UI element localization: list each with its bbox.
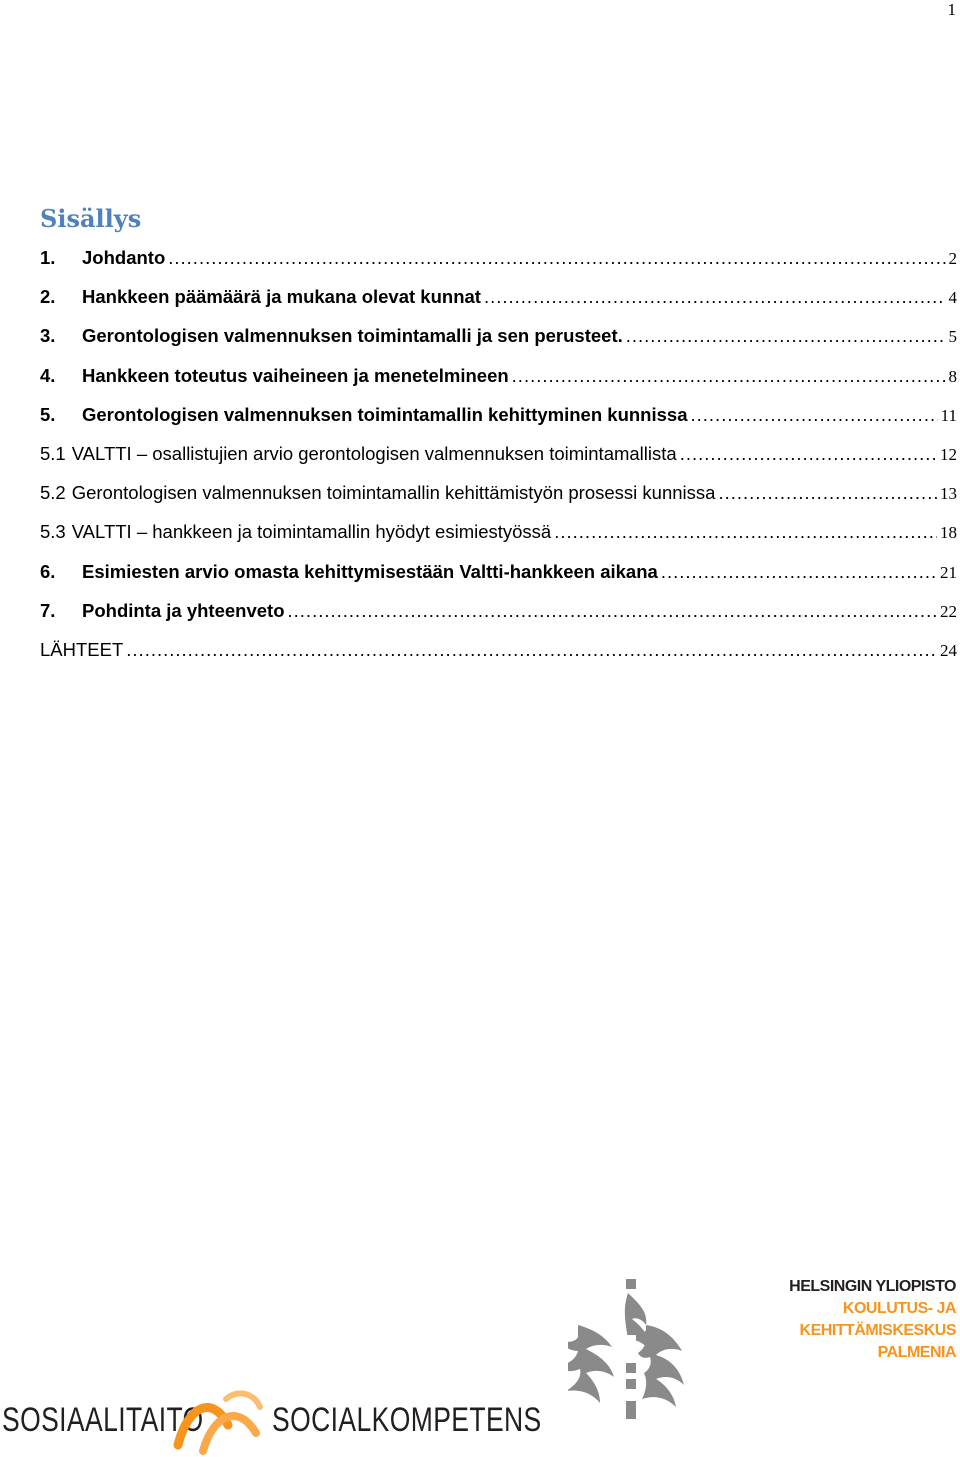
toc-entry-number: 1. <box>40 247 56 268</box>
toc-entry-page: 12 <box>940 444 957 464</box>
toc-dot-leader <box>126 630 937 669</box>
toc-entry-number: 2. <box>40 286 56 308</box>
toc-entry-page: 8 <box>948 366 957 386</box>
toc-dot-leader <box>661 552 937 591</box>
toc-entry[interactable] <box>40 277 957 316</box>
toc-entry-page: 24 <box>940 640 957 660</box>
toc-entry[interactable] <box>40 316 957 355</box>
toc-dot-leader <box>168 238 945 277</box>
toc-entry-number: 5.1 <box>40 442 66 464</box>
sosiaalitaito-text: SOSIAALITAITO <box>2 1401 204 1439</box>
orange-swirl-icon <box>168 1385 268 1457</box>
toc-entry-number: 5.3 <box>40 521 66 543</box>
toc-entry-page: 13 <box>940 484 957 504</box>
toc-entry-title: LÄHTEET <box>40 638 124 660</box>
toc-entry-title: Johdanto <box>82 247 166 268</box>
toc-entry-number: 4. <box>40 364 56 386</box>
toc-entry[interactable] <box>40 591 957 630</box>
toc-entry[interactable] <box>40 356 957 395</box>
toc-entry-title: Esimiesten arvio omasta kehittymisestään Valtti-hankkeen aikana <box>82 560 658 582</box>
toc-entry[interactable] <box>40 434 957 473</box>
toc-dot-leader <box>718 473 937 512</box>
toc-entry-page: 5 <box>948 327 957 347</box>
toc-entry[interactable] <box>40 238 957 277</box>
toc-entry-title: Hankkeen toteutus vaiheineen ja menetelmineen <box>82 364 509 386</box>
table-of-contents <box>40 238 957 669</box>
toc-entry-page: 4 <box>948 288 957 308</box>
toc-entry[interactable] <box>40 552 957 591</box>
palmenia-department: KOULUTUS- JA KEHITTÄMISKESKUS <box>799 1300 956 1339</box>
toc-entry-page: 11 <box>940 405 957 425</box>
toc-entry-title: Pohdinta ja yhteenveto <box>82 599 285 621</box>
toc-entry[interactable] <box>40 630 957 669</box>
toc-dot-leader <box>512 356 946 395</box>
socialkompetens-text: SOCIALKOMPETENS <box>272 1401 542 1439</box>
toc-entry-title: Gerontologisen valmennuksen toimintamallin kehittämistyön prosessi kunnissa <box>71 482 716 504</box>
toc-entry-title: Hankkeen päämäärä ja mukana olevat kunnat <box>82 286 481 308</box>
toc-entry-page: 21 <box>940 562 957 582</box>
toc-entry-title: Gerontologisen valmennuksen toimintamalli ja sen perusteet. <box>82 325 623 347</box>
toc-entry-page: 18 <box>940 523 957 543</box>
toc-entry-page: 2 <box>948 249 957 268</box>
toc-entry-number: 5.2 <box>40 482 66 504</box>
helsinki-university-name: HELSINGIN YLIOPISTO <box>789 1278 956 1295</box>
toc-dot-leader <box>691 395 938 434</box>
toc-entry-number: 3. <box>40 325 56 347</box>
toc-entry-title: VALTTI – hankkeen ja toimintamallin hyödyt esimiestyössä <box>71 521 552 543</box>
toc-dot-leader <box>484 277 946 316</box>
toc-entry[interactable] <box>40 473 957 512</box>
page-number: 1 <box>947 0 956 19</box>
toc-heading: Sisällys <box>40 204 142 233</box>
toc-entry-page: 22 <box>940 601 957 621</box>
toc-dot-leader <box>554 512 937 551</box>
toc-entry-number: 7. <box>40 599 56 621</box>
toc-entry-title: Gerontologisen valmennuksen toimintamallin kehittyminen kunnissa <box>82 403 688 425</box>
toc-entry-title: VALTTI – osallistujien arvio gerontologisen valmennuksen toimintamallista <box>71 442 677 464</box>
palmenia-name: PALMENIA <box>877 1344 956 1361</box>
toc-dot-leader <box>288 591 937 630</box>
toc-dot-leader <box>626 316 946 355</box>
toc-entry-number: 6. <box>40 560 56 582</box>
toc-entry[interactable] <box>40 395 957 434</box>
toc-entry[interactable] <box>40 512 957 551</box>
toc-dot-leader <box>680 434 937 473</box>
toc-entry-number: 5. <box>40 403 56 425</box>
